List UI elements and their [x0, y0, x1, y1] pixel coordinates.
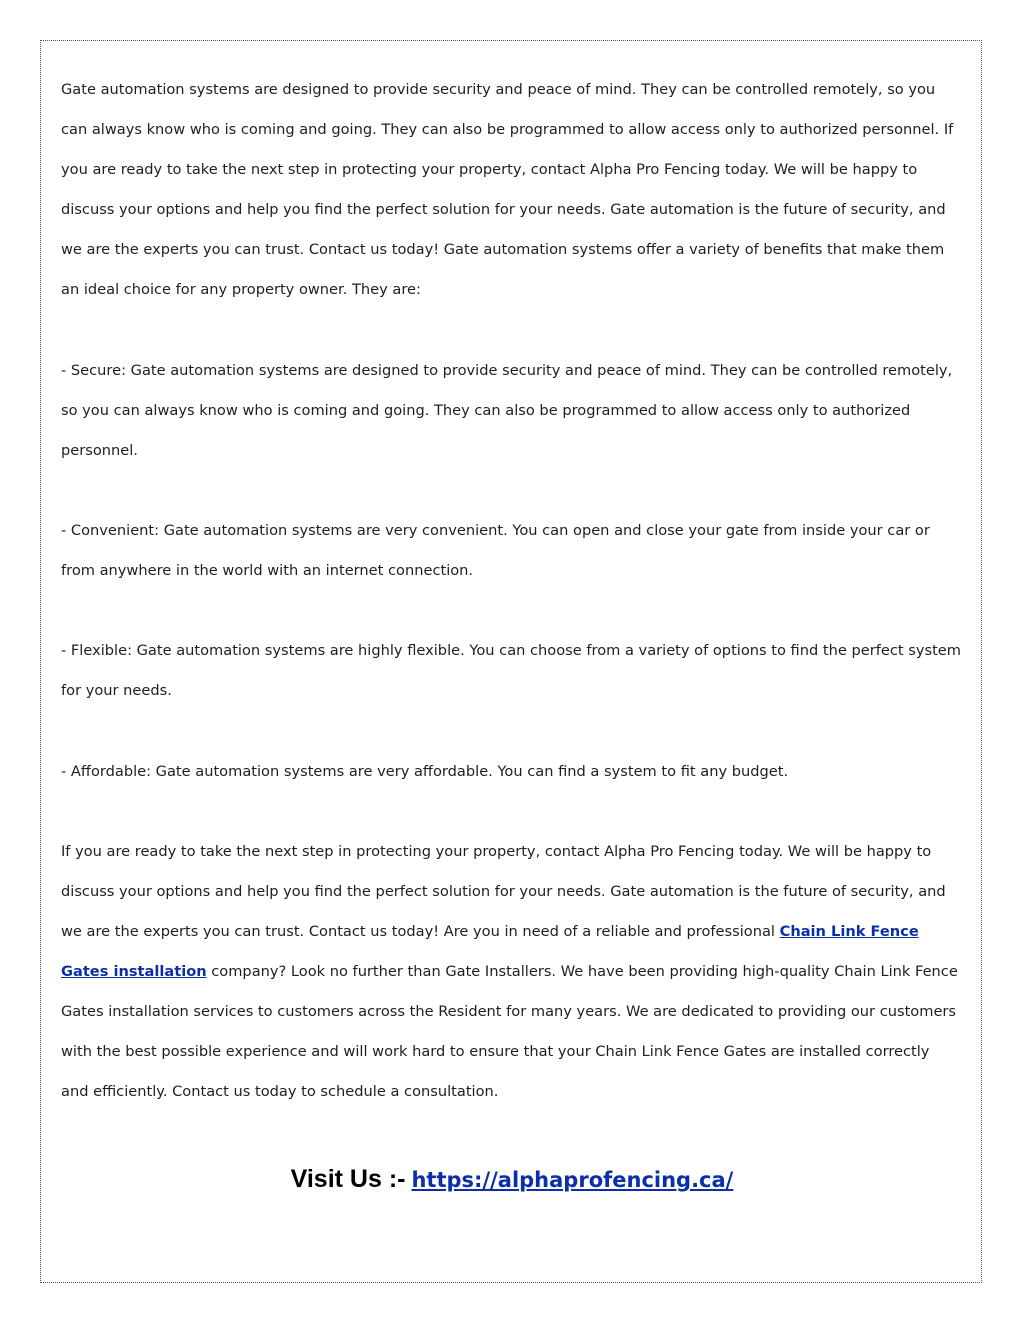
closing-paragraph — [61, 832, 961, 1113]
closing-text-before-link: If you are ready to take the next step in protecting your property, contact Alpha Pro Fencing today. We will be happy to discuss your options and help you find the perfect solution for your needs. Gate automation is the future of security, and we are the experts you can trust. Contact us today! Are you in need of a reliable and professional — [61, 842, 946, 940]
closing-text-after-link: company? Look no further than Gate Installers. We have been providing high-quality Chain Link Fence Gates installation services to customers across the Resident for many years. We are dedicated to providing our customers with the best possible experience and will work hard to ensure that your Chain Link Fence Gates are installed correctly and efficiently. Contact us today to schedule a consultation. — [61, 963, 958, 1101]
document-body — [61, 70, 961, 1112]
website-link[interactable]: https://alphaprofencing.ca/ — [411, 1168, 734, 1192]
visit-us-label: Visit Us :- — [290, 1165, 406, 1193]
benefit-affordable: - Affordable: Gate automation systems are very affordable. You can find a system to fit any budget. — [61, 762, 789, 780]
benefit-convenient: - Convenient: Gate automation systems are very convenient. You can open and close your gate from inside your car or from anywhere in the world with an internet connection. — [61, 522, 930, 580]
benefit-flexible: - Flexible: Gate automation systems are highly flexible. You can choose from a variety of options to find the perfect system for your needs. — [61, 642, 961, 700]
chain-link-fence-gates-link[interactable]: Chain Link Fence Gates installation — [61, 922, 919, 981]
benefit-secure: - Secure: Gate automation systems are designed to provide security and peace of mind. They can be controlled remotely, so you can always know who is coming and going. They can also be programmed to allow access only to authorized personnel. — [61, 361, 953, 459]
intro-paragraph: Gate automation systems are designed to provide security and peace of mind. They can be controlled remotely, so you can always know who is coming and going. They can also be programmed to allow access only to authorized personnel. If you are ready to take the next step in protecting your property, contact Alpha Pro Fencing today. We will be happy to discuss your options and help you find the perfect solution for your needs. Gate automation is the future of security, and we are the experts you can trust. Contact us today! Gate automation systems offer a variety of benefits that make them an ideal choice for any property owner. They are: — [61, 81, 954, 299]
visit-us-line — [0, 1165, 1024, 1194]
